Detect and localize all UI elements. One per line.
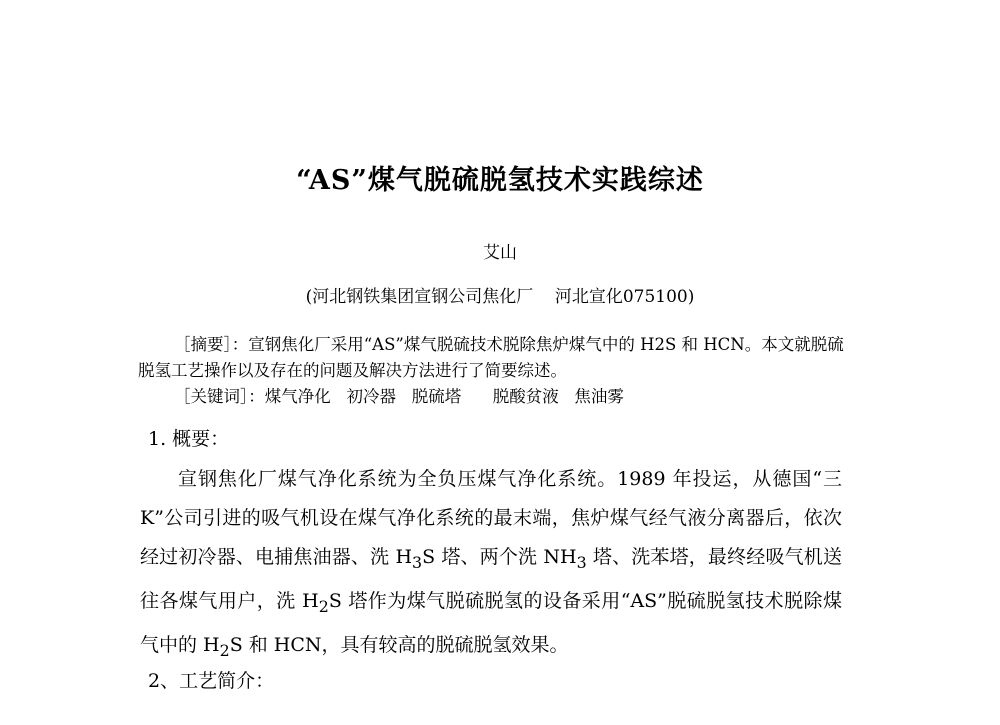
- keywords-paragraph: [138, 384, 848, 410]
- section-1-paragraph: [140, 460, 842, 669]
- author-affiliation: (河北钢铁集团宣钢公司焦化厂 河北宣化075100): [305, 287, 695, 307]
- body-text: S 塔、两个洗 NH: [422, 546, 577, 568]
- paper-title: “AS”煤气脱硫脱氢技术实践综述: [296, 165, 704, 196]
- body-text: 塔、洗苯塔，最终经吸气机送往各煤气用户，洗 H: [140, 546, 842, 612]
- keywords-text: 煤气净化 初冷器 脱硫塔 脱酸贫液 焦油雾: [264, 387, 624, 406]
- subscript: 3: [576, 552, 587, 572]
- abstract-label: ［摘要］：: [174, 335, 249, 354]
- body-text: S 和 HCN，具有较高的脱硫脱氢效果。: [229, 633, 569, 656]
- subscript: 3: [412, 552, 423, 572]
- body-text: 宣钢焦化厂煤气净化系统为全负压煤气净化系统。1989 年投运，从德国“三K”公司引进的吸气机设在煤气净化系统的最末端，焦炉煤气经气液分离器后，依次经过初冷器、电捕焦油器、洗 H: [140, 468, 842, 568]
- section-1-heading: 1. 概要：: [148, 428, 230, 450]
- abstract-text: 宣钢焦化厂采用“AS”煤气脱硫技术脱除焦炉煤气中的 H2S 和 HCN。本文就脱硫脱氢工艺操作以及存在的问题及解决方法进行了简要综述。: [138, 335, 844, 380]
- abstract-block: [138, 332, 848, 410]
- subscript: 2: [318, 596, 329, 616]
- abstract-paragraph: [138, 332, 848, 384]
- subscript: 2: [219, 640, 230, 660]
- keywords-label: ［关键词］：: [174, 387, 265, 406]
- author-name: 艾山: [483, 243, 517, 263]
- body-text: S 塔作为煤气脱硫脱氢的设备采用“AS”脱硫脱氢技术脱除煤气中的 H: [140, 589, 842, 656]
- section-1-body: [140, 460, 842, 669]
- section-2-heading: 2、工艺简介：: [148, 670, 275, 692]
